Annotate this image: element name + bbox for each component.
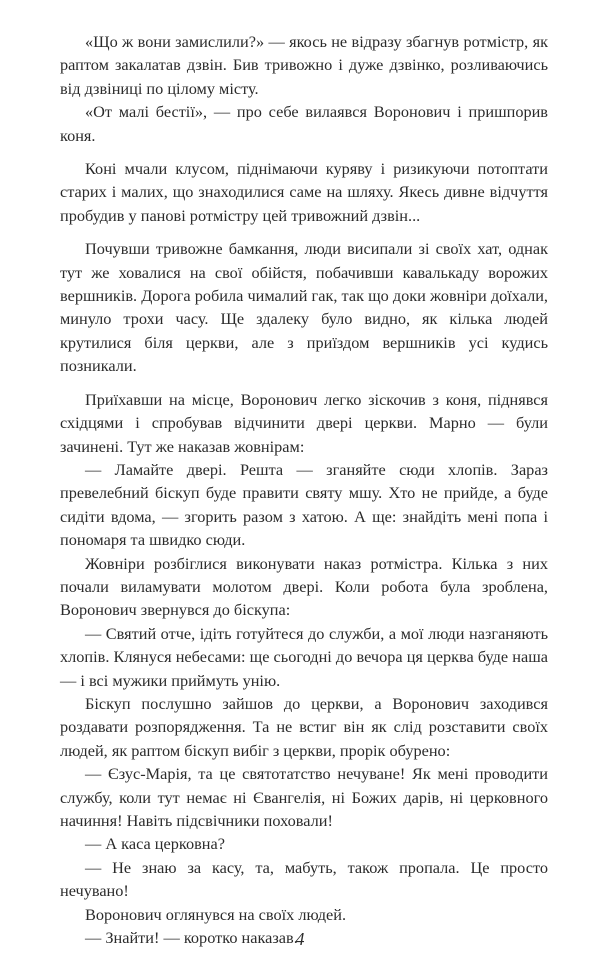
paragraph: Почувши тривожне бамкання, люди висипали зі своїх хат, однак тут же ховалися на свої обійстя, побачивши кавалькаду ворожих вершників. Дорога робила чималий гак, так що доки жовніри доїхали, минуло трохи часу. Ще здалеку було видно, як кілька людей крутилися біля церкви, але з приїздом вершників усі кудись позникали. [60, 239, 548, 376]
paragraph: — Святий отче, ідіть готуйтеся до служби, а мої люди назганяють хлопів. Клянуся небесами: ще сьогодні до вечора ця церква буде наша — і всі мужики приймуть унію. [60, 623, 548, 690]
paragraph: — Не знаю за касу, та, мабуть, також пропала. Це просто нечувано! [60, 857, 548, 901]
paragraph: Приїхавши на місце, Воронович легко зіскочив з коня, піднявся східцями і спробував відчинити двері церкви. Марно — були зачинені. Тут же наказав жовнірам: [60, 389, 548, 456]
paragraph: Воронович оглянувся на своїх людей. [85, 904, 347, 924]
paragraph: — Ламайте двері. Решта — зганяйте сюди хлопів. Зараз превелебний біскуп буде правити святу мшу. Хто не прийде, а буде сидіти вдома, — згорить разом з хатою. А ще: знайдіть мені попа і пономаря та швидко сюди. [60, 459, 548, 550]
paragraph: «Що ж вони замислили?» — якось не відразу збагнув ротмістр, як раптом закалатав дзвін. Бив тривожно і дуже дзвінко, розливаючись від дзвіниці по цілому місту. [60, 32, 548, 98]
paragraph: — Єзус-Марія, та це святотатство нечуване! Як мені проводити службу, коли тут немає ні Євангелія, ні Божих дарів, ні церковного начиння! Навіть підсвічники поховали! [60, 764, 548, 830]
body-text [60, 30, 548, 949]
paragraph: «От малі бестії», — про себе вилаявся Воронович і пришпорив коня. [60, 102, 548, 145]
paragraph: Біскуп послушно зайшов до церкви, а Воронович заходився роздавати розпорядження. Та не встиг він як слід розставити своїх людей, як раптом біскуп вибіг з церкви, прорік обурено: [60, 693, 548, 760]
page-number: 4 [295, 929, 305, 949]
paragraph: Коні мчали клусом, піднімаючи куряву і ризикуючи потоптати старих і малих, що знаходилися саме на шляху. Якесь дивне відчуття пробудив у панові ротмістру цей тривожний дзвін... [60, 159, 548, 225]
paragraph: Жовніри розбіглися виконувати наказ ротмістра. Кілька з них почали виламувати молотом двері. Коли робота була зроблена, Воронович звернувся до біскупа: [60, 553, 548, 620]
paragraph: — А каса церковна? [85, 834, 225, 854]
paragraph: — Знайти! — коротко наказав. [85, 928, 298, 948]
